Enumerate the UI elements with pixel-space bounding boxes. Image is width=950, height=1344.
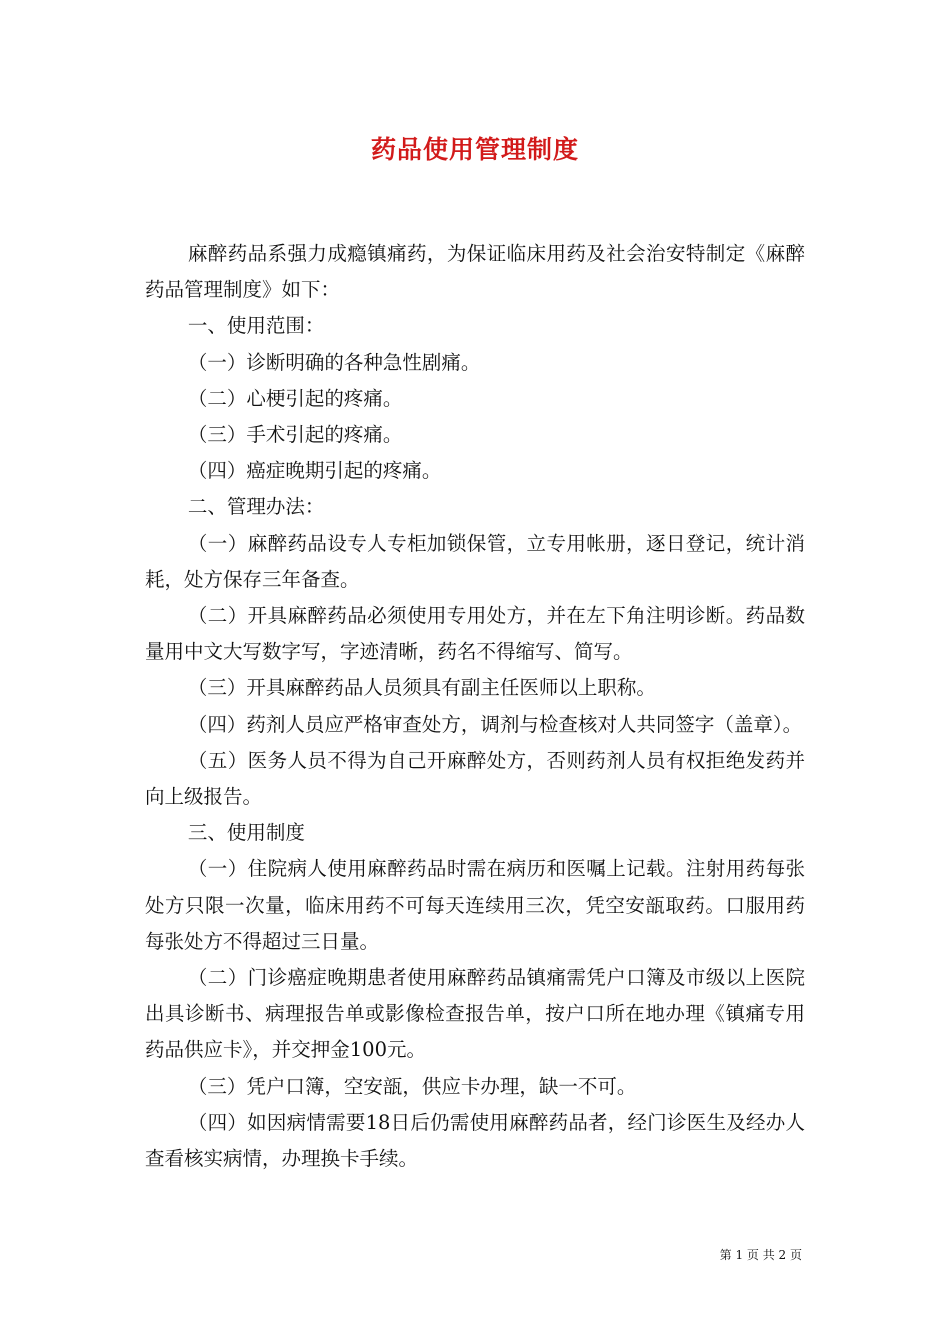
scope-item-3: （三）手术引起的疼痛。	[187, 423, 403, 447]
section-heading-management: 二、管理办法：	[187, 495, 325, 519]
usage-item-1: （一）住院病人使用麻醉药品时需在病历和医嘱上记载。注射用药每张处方只限一次量，临床用药不可每天连续用三次，凭空安瓿取药。口服用药每张处方不得超过三日量。	[145, 857, 805, 953]
usage-item-4: （四）如因病情需要18日后仍需使用麻醉药品者，经门诊医生及经办人查看核实病情，办理换卡手续。	[145, 1110, 805, 1171]
intro-paragraph: 麻醉药品系强力成瘾镇痛药，为保证临床用药及社会治安特制定《麻醉药品管理制度》如下：	[145, 242, 805, 302]
management-item-3: （三）开具麻醉药品人员须具有副主任医师以上职称。	[187, 676, 656, 700]
scope-item-4: （四）癌症晚期引起的疼痛。	[187, 459, 442, 483]
usage-item-2: （二）门诊癌症晚期患者使用麻醉药品镇痛需凭户口簿及市级以上医院出具诊断书、病理报告单或影像检查报告单，按户口所在地办理《镇痛专用药品供应卡》，并交押金100元。	[145, 966, 805, 1062]
management-item-1: （一）麻醉药品设专人专柜加锁保管，立专用帐册，逐日登记，统计消耗，处方保存三年备查。	[145, 531, 805, 591]
section-heading-scope: 一、使用范围：	[187, 314, 325, 338]
management-item-4: （四）药剂人员应严格审查处方，调剂与检查核对人共同签字（盖章）。	[187, 712, 803, 736]
usage-item-3: （三）凭户口簿，空安瓿，供应卡办理，缺一不可。	[187, 1074, 637, 1098]
scope-item-1: （一）诊断明确的各种急性剧痛。	[187, 350, 481, 374]
section-heading-usage: 三、使用制度	[187, 821, 305, 845]
management-item-5: （五）医务人员不得为自己开麻醉处方，否则药剂人员有权拒绝发药并向上级报告。	[145, 748, 805, 809]
document-title: 药品使用管理制度	[370, 135, 579, 164]
page-number-footer: 第 1 页 共 2 页	[719, 1248, 802, 1262]
management-item-2: （二）开具麻醉药品必须使用专用处方，并在左下角注明诊断。药品数量用中文大写数字写，字迹清晰，药名不得缩写、简写。	[145, 604, 805, 664]
scope-item-2: （二）心梗引起的疼痛。	[187, 386, 403, 410]
document-body	[145, 236, 805, 1177]
